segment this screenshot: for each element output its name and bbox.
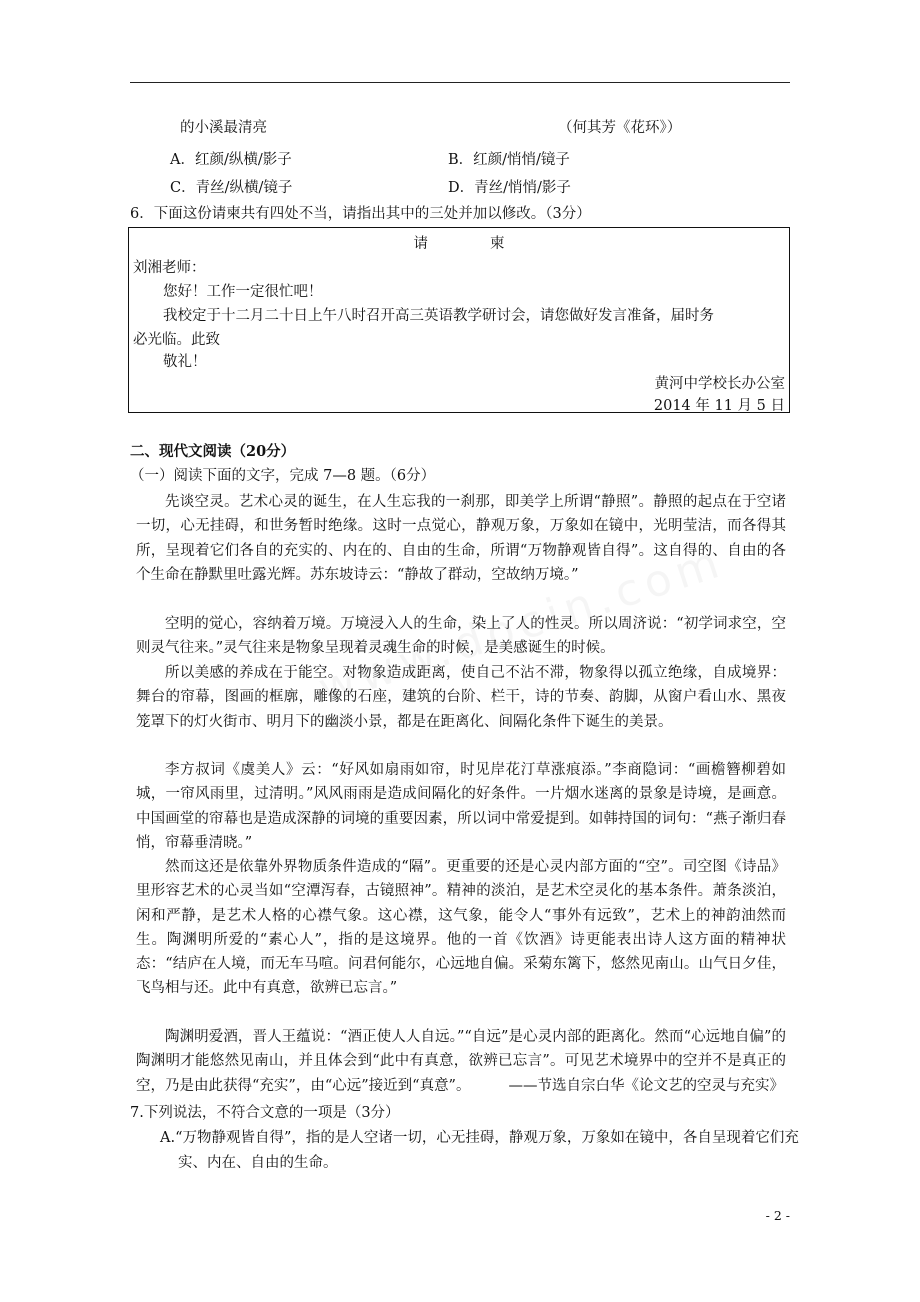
q7-prompt: 7.下列说法，不符合文意的一项是（3分） xyxy=(130,1105,400,1121)
passage-paragraph-4: 李方叔词《虞美人》云：“好风如扇雨如帘，时见岸花汀草涨痕添。”李商隐词：“画檐簪柳碧如城，一帘风雨里，过清明。”风风雨雨是造成间隔化的好条件。一片烟水迷离的景象是诗境，是画意。中国画堂的帘幕也是造成深静的词境的重要因素，所以词中常爱提到。如韩持国的词句：“燕子渐归春悄，帘幕垂清晓。” xyxy=(136,762,786,851)
letter-body-line-1: 我校定于十二月二十日上午八时召开高三英语教学研讨会，请您做好发言准备，届时务 xyxy=(163,308,714,324)
letter-title: 请柬 xyxy=(413,236,567,252)
q5-option-a: A．红颜/纵横/影子 xyxy=(170,152,292,168)
passage-paragraph-5: 然而这还是依靠外界物质条件造成的“隔”。更重要的还是心灵内部方面的“空”。司空图《诗品》里形容艺术的心灵当如“空潭泻春，古镜照神”。精神的淡泊，是艺术空灵化的基本条件。萧条淡泊，闲和严静，是艺术人格的心襟气象。这心襟，这气象，能令人“事外有远致”，艺术上的神韵油然而生。陶渊明所爱的“素心人”，指的是这境界。他的一首《饮酒》诗更能表出诗人这方面的精神状态：“结庐在人境，而无车马喧。问君何能尔，心远地自偏。采菊东篱下，悠然见南山。山气日夕佳，飞鸟相与还。此中有真意，欲辨已忘言。” xyxy=(136,859,786,997)
letter-signer: 黄河中学校长办公室 xyxy=(654,376,785,392)
page-number: - 2 - xyxy=(765,1208,790,1223)
q6-prompt: 6．下面这份请柬共有四处不当，请指出其中的三处并加以修改。（3分） xyxy=(130,206,591,222)
invitation-letter-box xyxy=(128,227,790,413)
passage-source: ——节选自宗白华《论文艺的空灵与充实》 xyxy=(508,1078,784,1094)
letter-closing: 敬礼！ xyxy=(163,354,207,370)
q7-option-a: A.“万物静观皆自得”，指的是人空诸一切，心无挂碍，静观万象，万象如在镜中，各自呈现着它们充实、内在、自由的生命。 xyxy=(160,1130,799,1171)
section-sub-heading: （一）阅读下面的文字，完成 7—8 题。（6分） xyxy=(130,468,436,484)
q5-source: （何其芳《花环》） xyxy=(558,120,682,136)
q5-line: 的小溪最清亮 xyxy=(180,120,267,136)
letter-body-line-2: 必光临。此致 xyxy=(133,332,220,348)
passage-paragraph-2: 空明的觉心，容纳着万境。万境浸入人的生命，染上了人的性灵。所以周济说：“初学词求空，空则灵气往来。”灵气往来是物象呈现着灵魂生命的时候，是美感诞生的时候。 xyxy=(136,616,786,657)
letter-salutation: 刘湘老师： xyxy=(133,260,206,276)
section-heading: 二、现代文阅读（20分） xyxy=(130,443,296,460)
letter-greeting: 您好！工作一定很忙吧！ xyxy=(163,284,323,300)
letter-date: 2014 年 11 月 5 日 xyxy=(653,398,785,414)
passage-paragraph-6: 陶渊明爱酒，晋人王蕴说：“酒正使人人自远。”“自远”是心灵内部的距离化。然而“心远地自偏”的陶渊明才能悠然见南山，并且体会到“此中有真意，欲辨已忘言”。可见艺术境界中的空并不是真正的空，乃是由此获得“充实”，由“心远”接近到“真意”。 xyxy=(136,1029,786,1094)
passage-paragraph-1: 先谈空灵。艺术心灵的诞生，在人生忘我的一刹那，即美学上所谓“静照”。静照的起点在于空诸一切，心无挂碍，和世务暂时绝缘。这时一点觉心，静观万象，万象如在镜中，光明莹洁，而各得其所，呈现着它们各自的充实的、内在的、自由的生命，所谓“万物静观皆自得”。这自得的、自由的各个生命在静默里吐露光辉。苏东坡诗云：“静故了群动，空故纳万境。” xyxy=(136,494,786,583)
q5-option-b: B．红颜/悄悄/镜子 xyxy=(448,152,570,168)
header-rule xyxy=(130,82,790,83)
q5-option-d: D．青丝/悄悄/影子 xyxy=(448,180,571,196)
passage-paragraph-3: 所以美感的养成在于能空。对物象造成距离，使自己不沾不滞，物象得以孤立绝缘，自成境界：舞台的帘幕，图画的框廓，雕像的石座，建筑的台阶、栏干，诗的节奏、韵脚，从窗户看山水、黑夜笼罩下的灯火街市、明月下的幽淡小景，都是在距离化、间隔化条件下诞生的美景。 xyxy=(136,665,786,730)
q5-option-c: C．青丝/纵横/镜子 xyxy=(170,180,293,196)
